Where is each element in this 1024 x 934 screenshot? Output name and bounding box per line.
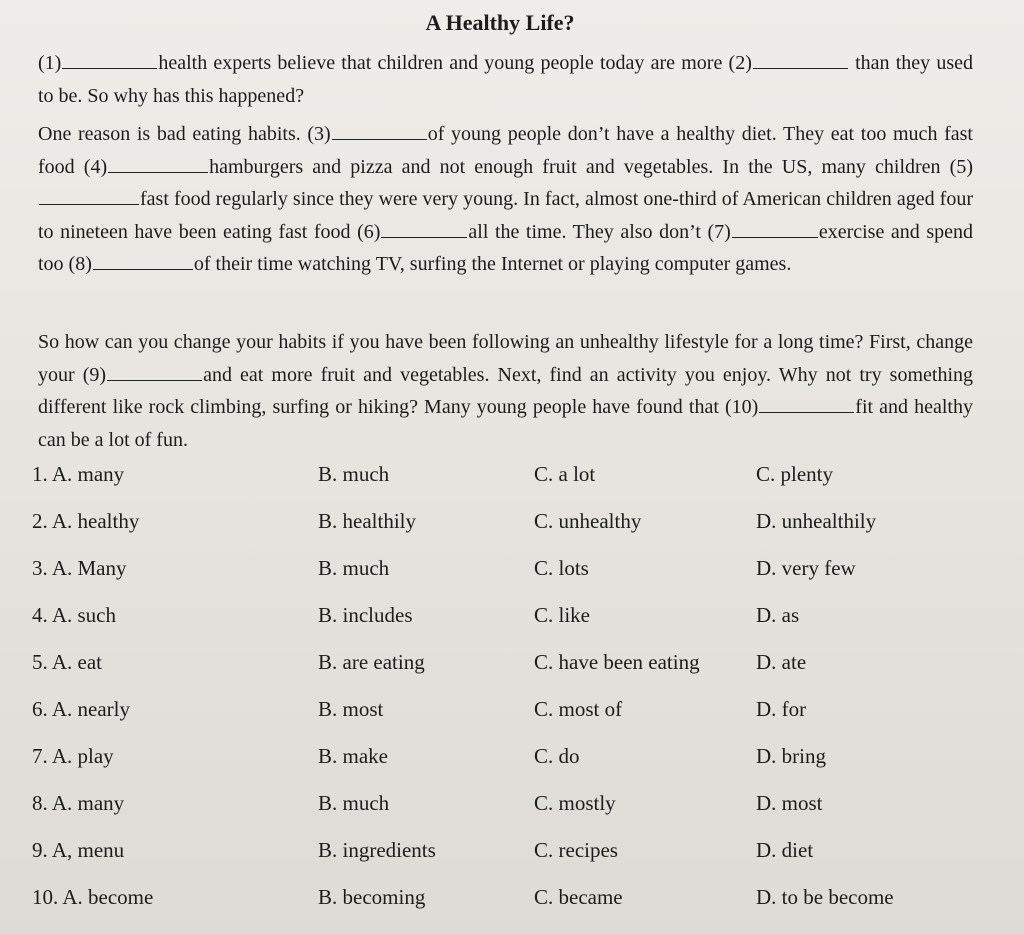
option-b: B. much	[318, 791, 390, 815]
option-b: B. most	[318, 697, 384, 721]
option-a: 4. A. such	[32, 603, 116, 627]
option-d: D. diet	[756, 838, 814, 862]
blank-7	[732, 236, 818, 238]
option-a: 9. A, menu	[32, 838, 125, 862]
paragraph-3-text-c: fit and healthy can be a lot of fun.	[38, 396, 973, 451]
option-b: B. are eating	[318, 650, 425, 674]
option-d: D. most	[756, 791, 823, 815]
paragraph-2-text-f: exercise and spend too (8)	[38, 220, 973, 275]
blank-2	[753, 67, 848, 69]
option-d: D. bring	[756, 744, 826, 768]
blank-number-1: (1)	[38, 52, 62, 74]
option-c: C. lots	[534, 556, 589, 580]
paragraph-2-text-c: hamburgers and pizza and not enough fruit and vegetables. In the US, many children (5)	[209, 155, 973, 178]
answer-options	[18, 462, 1008, 932]
paragraph-3-text-b: and eat more fruit and vegetables. Next, find an activity you enjoy. Why not try something different like rock climbing, surfing or hiking? Many young people have found that (10)	[38, 363, 973, 418]
option-c: C. a lot	[534, 462, 596, 486]
paragraph-2-text-g: of their time watching TV, surfing the Internet or playing computer games.	[193, 253, 792, 275]
blank-8	[93, 268, 193, 270]
option-b: B. healthily	[318, 509, 416, 533]
option-c: C. do	[534, 744, 580, 768]
option-c: C. recipes	[534, 838, 618, 862]
option-b: B. much	[318, 462, 390, 486]
option-b: B. ingredients	[318, 838, 436, 862]
blank-3	[332, 138, 427, 140]
blank-1	[62, 67, 157, 69]
question-row-9	[18, 838, 1008, 885]
option-c: C. most of	[534, 697, 623, 721]
option-b: B. includes	[318, 603, 413, 627]
paragraph-2-text-a: One reason is bad eating habits. (3)	[38, 123, 331, 145]
question-row-8	[18, 791, 1008, 838]
option-a: 1. A. many	[32, 462, 125, 486]
question-row-7	[18, 744, 1008, 791]
option-b: B. make	[318, 744, 388, 768]
option-c: C. unhealthy	[534, 509, 642, 533]
option-b: B. much	[318, 556, 390, 580]
paragraph-2-text-e: all the time. They also don’t (7)	[468, 220, 731, 243]
question-row-1	[18, 462, 1008, 509]
option-d: D. unhealthily	[756, 509, 877, 533]
paragraph-1-text-b: than they used to be. So why has this happened?	[38, 52, 973, 107]
option-c: C. mostly	[534, 791, 616, 815]
option-c: C. like	[534, 603, 590, 627]
option-d: C. plenty	[756, 462, 833, 486]
blank-6	[381, 236, 467, 238]
page-title: A Healthy Life?	[425, 10, 575, 35]
paragraph-2	[38, 118, 973, 281]
question-row-3	[18, 556, 1008, 603]
question-row-10	[18, 885, 1008, 932]
option-a: 2. A. healthy	[32, 509, 140, 533]
question-row-4	[18, 603, 1008, 650]
option-a: 3. A. Many	[32, 556, 127, 580]
paragraph-2-text-d: fast food regularly since they were very young. In fact, almost one-third of American children aged four to nineteen have been eating fast food (6)	[38, 188, 973, 243]
blank-9	[107, 379, 202, 381]
option-a: 6. A. nearly	[32, 697, 130, 721]
paragraph-1-text-a: health experts believe that children and young people today are more (2)	[158, 52, 752, 74]
blank-10	[759, 411, 854, 413]
option-a: 7. A. play	[32, 744, 114, 768]
option-a: 8. A. many	[32, 791, 125, 815]
option-d: D. as	[756, 603, 800, 627]
question-row-5	[18, 650, 1008, 697]
option-a: 5. A. eat	[32, 650, 102, 674]
option-d: D. very few	[756, 556, 856, 580]
blank-5	[39, 203, 139, 205]
option-b: B. becoming	[318, 885, 426, 909]
option-d: D. to be become	[756, 885, 894, 909]
blank-4	[108, 171, 208, 173]
option-c: C. have been eating	[534, 650, 700, 674]
paragraph-3	[38, 326, 973, 456]
question-row-6	[18, 697, 1008, 744]
option-a: 10. A. become	[32, 885, 154, 909]
paragraph-2-text-b: of young people don’t have a healthy diet. They eat too much fast food (4)	[38, 123, 973, 178]
question-row-2	[18, 509, 1008, 556]
paragraph-1	[38, 47, 973, 112]
option-d: D. ate	[756, 650, 807, 674]
paragraph-3-text-a: So how can you change your habits if you have been following an unhealthy lifestyle for a long time? First, change your (9)	[38, 331, 973, 386]
option-d: D. for	[756, 697, 807, 721]
option-c: C. became	[534, 885, 623, 909]
